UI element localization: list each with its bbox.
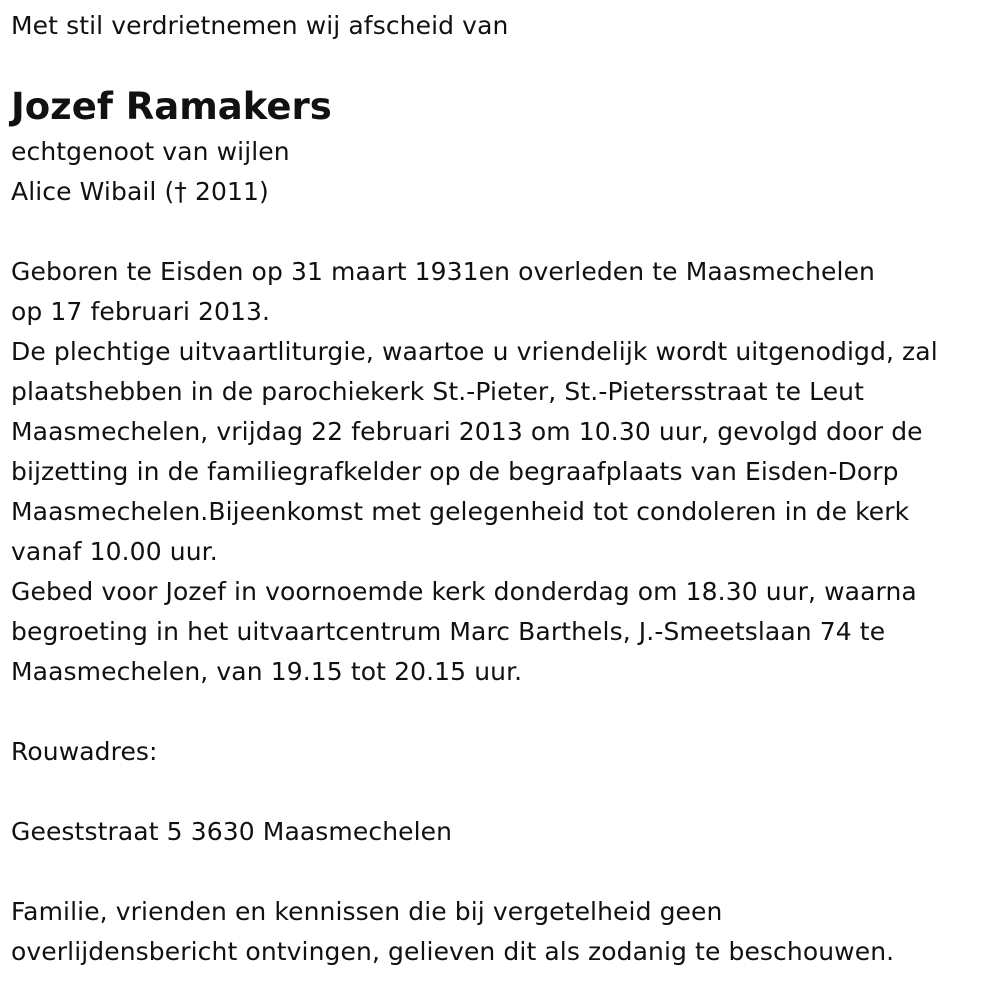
- spouse-name: Alice Wibail (: [11, 177, 175, 206]
- spacer: [11, 852, 996, 892]
- body-line: Maasmechelen, vrijdag 22 februari 2013 om 10.30 uur, gevolgd door de: [11, 417, 923, 446]
- spouse-death-year: 2011): [186, 177, 269, 206]
- obituary-notice: [11, 0, 996, 972]
- body-line: begroeting in het uitvaartcentrum Marc Barthels, J.-Smeetslaan 74 te: [11, 617, 886, 646]
- body-line: vanaf 10.00 uur.: [11, 537, 218, 566]
- body-line: De plechtige uitvaartliturgie, waartoe u vriendelijk wordt uitgenodigd, zal: [11, 337, 938, 366]
- spouse-line: [11, 172, 996, 212]
- cross-icon: †: [174, 177, 187, 206]
- spacer: [11, 212, 996, 252]
- body-line: Geboren te Eisden op 31 maart 1931en overleden te Maasmechelen: [11, 257, 875, 286]
- spacer: [11, 692, 996, 732]
- mourning-address: Geeststraat 5 3630 Maasmechelen: [11, 817, 453, 846]
- notice-body: [11, 252, 996, 692]
- body-line: plaatshebben in de parochiekerk St.-Pieter, St.-Pietersstraat te Leut: [11, 377, 865, 406]
- body-line: Maasmechelen, van 19.15 tot 20.15 uur.: [11, 657, 523, 686]
- closing-line: overlijdensbericht ontvingen, gelieven dit als zodanig te beschouwen.: [11, 937, 895, 966]
- address-label: Rouwadres:: [11, 737, 158, 766]
- body-line: bijzetting in de familiegrafkelder op de begraafplaats van Eisden-Dorp: [11, 457, 899, 486]
- body-line: op 17 februari 2013.: [11, 297, 271, 326]
- body-line: Maasmechelen.Bijeenkomst met gelegenheid tot condoleren in de kerk: [11, 497, 910, 526]
- body-line: Gebed voor Jozef in voornoemde kerk donderdag om 18.30 uur, waarna: [11, 577, 917, 606]
- spacer: [11, 772, 996, 812]
- closing-line: Familie, vrienden en kennissen die bij vergetelheid geen: [11, 897, 723, 926]
- spouse-relation: echtgenoot van wijlen: [11, 137, 290, 166]
- intro-text: Met stil verdrietnemen wij afscheid van: [11, 11, 509, 40]
- deceased-name: Jozef Ramakers: [11, 85, 332, 128]
